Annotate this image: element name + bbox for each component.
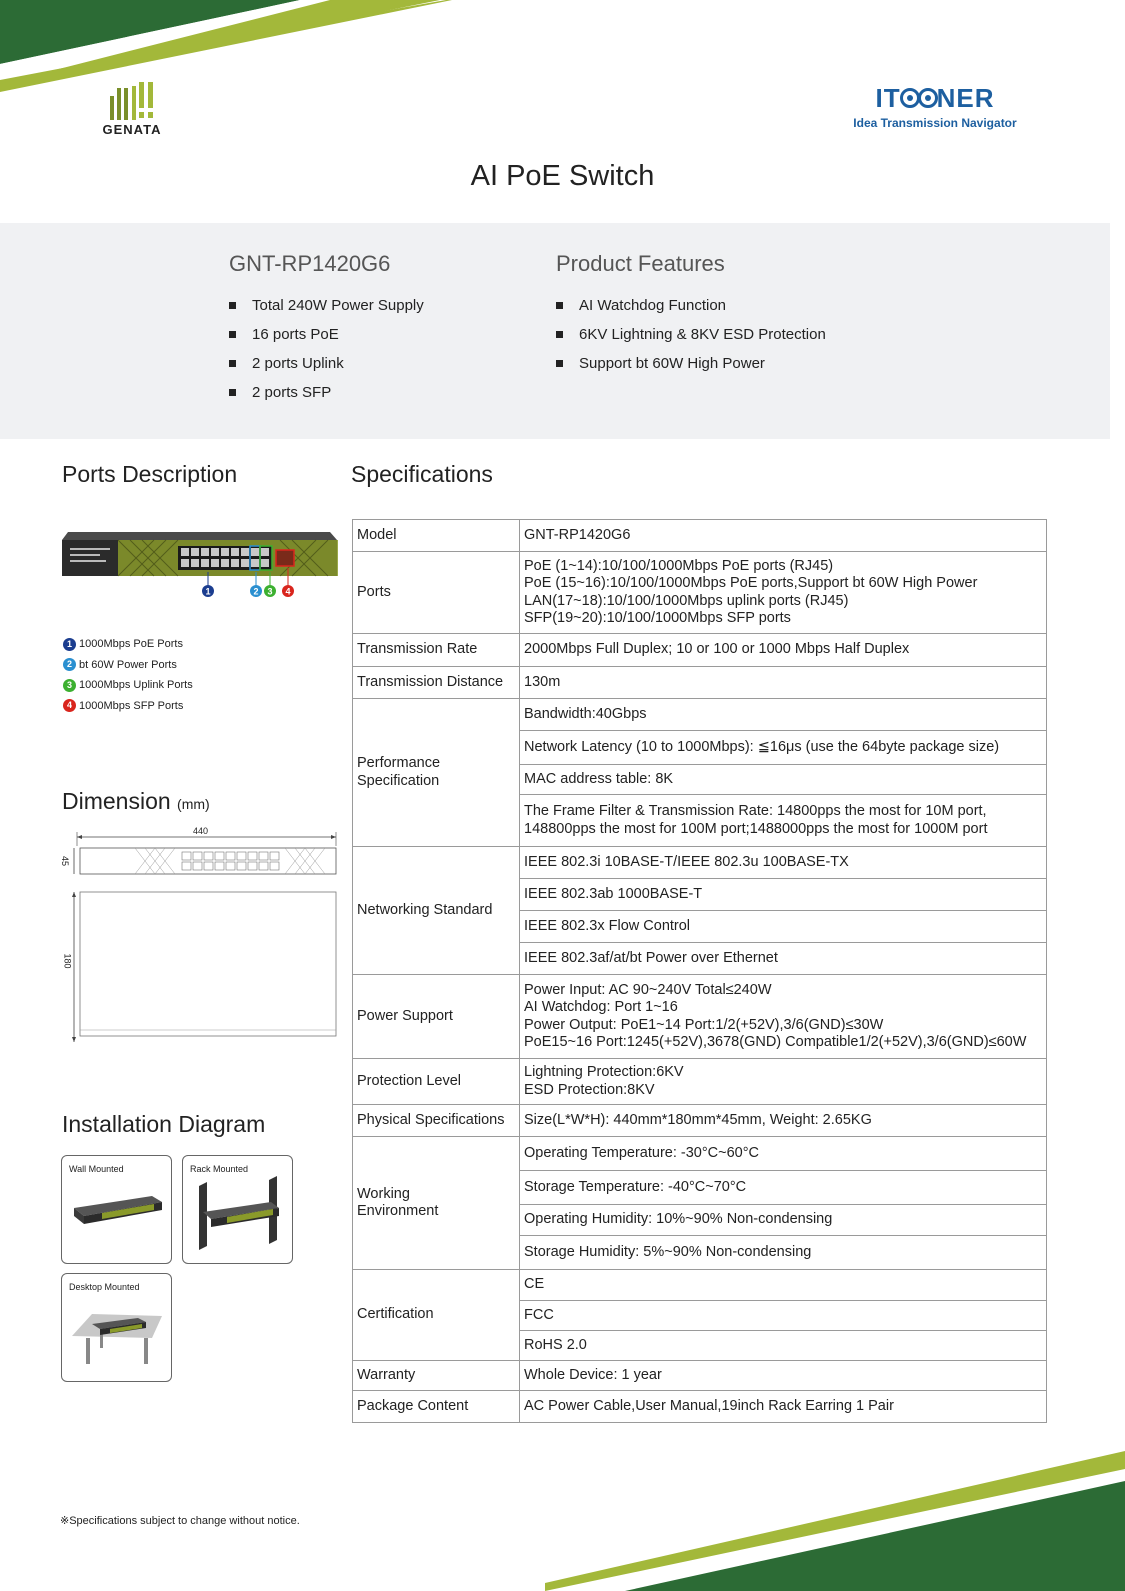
table-row: Ports PoE (1~14):10/100/1000Mbps PoE ports (RJ45) PoE (15~16):10/100/1000Mbps PoE ports,Support bt 60W High Power LAN(17~18):10/100/1000Mbps uplink ports (RJ45) SFP(19~20):10/100/1000Mbps SFP ports [353,552,1047,634]
dimension-depth-label: 180 [62,953,73,969]
list-item: Total 240W Power Supply [229,291,424,320]
footer-corner-graphic [545,1451,1125,1591]
genata-mark-icon [108,82,156,120]
table-row: Working Environment Operating Temperature: -30°C~60°C [353,1137,1047,1171]
list-item: AI Watchdog Function [556,291,826,320]
install-rack-label: Rack Mounted [190,1164,249,1174]
svg-text:2: 2 [253,586,259,597]
table-row: Protection Level Lightning Protection:6KV ESD Protection:8KV [353,1059,1047,1105]
dimension-width-label: 440 [193,826,209,836]
svg-text:4: 4 [285,586,291,597]
table-row: Warranty Whole Device: 1 year [353,1361,1047,1391]
dimension-height-label: 45 [60,855,71,867]
genata-wordmark: GENATA [102,122,162,137]
table-row: Storage Humidity: 5%~90% Non-condensing [353,1236,1047,1270]
dimension-heading: Dimension (mm) [62,788,210,814]
itooner-wordmark: IT NER [875,83,995,113]
legend-item-sfp: 4 1000Mbps SFP Ports [63,696,193,717]
table-row: Model GNT-RP1420G6 [353,520,1047,552]
list-item: Support bt 60W High Power [556,349,826,378]
table-row: Performance Specification Bandwidth:40Gbps [353,699,1047,731]
lens-icon [918,88,938,108]
wall-mount-image [62,1156,173,1265]
list-item: 2 ports SFP [229,378,424,407]
table-row: Operating Humidity: 10%~90% Non-condensing [353,1205,1047,1236]
spec-table [352,519,1047,1423]
table-row: Physical Specifications Size(L*W*H): 440mm*180mm*45mm, Weight: 2.65KG [353,1105,1047,1137]
rack-mount-image [183,1156,294,1265]
table-row: Certification CE [353,1270,1047,1301]
install-desktop-card [61,1273,172,1382]
lens-icon [900,88,920,108]
header-corner-graphic [0,0,460,100]
install-desktop-label: Desktop Mounted [69,1282,140,1292]
table-row: Storage Temperature: -40°C~70°C [353,1171,1047,1205]
table-row: IEEE 802.3af/at/bt Power over Ethernet [353,943,1047,975]
table-row: The Frame Filter & Transmission Rate: 14800pps the most for 10M port, 148800pps the most for 100M port;1488000pps the most for 1000M port [353,795,1047,847]
overview-band [0,223,1110,439]
specs-heading: Specifications [351,461,493,487]
ports-switch-image [60,528,340,602]
genata-logo [96,82,168,137]
table-row: Network Latency (10 to 1000Mbps): ≦16μs (use the 64byte package size) [353,731,1047,765]
list-item: 2 ports Uplink [229,349,424,378]
desktop-mount-image [62,1274,173,1383]
model-feature-list [229,291,424,407]
table-row: RoHS 2.0 [353,1331,1047,1361]
model-heading: GNT-RP1420G6 [229,251,391,276]
dimension-drawing [60,826,342,1050]
install-wall-label: Wall Mounted [69,1164,124,1174]
table-row: IEEE 802.3ab 1000BASE-T [353,879,1047,911]
table-row: Package Content AC Power Cable,User Manual,19inch Rack Earring 1 Pair [353,1391,1047,1423]
ports-legend [63,634,193,716]
list-item: 16 ports PoE [229,320,424,349]
table-row: IEEE 802.3x Flow Control [353,911,1047,943]
install-rack-card [182,1155,293,1264]
product-feature-list [556,291,826,378]
legend-item-uplink: 3 1000Mbps Uplink Ports [63,675,193,696]
install-wall-card [61,1155,172,1264]
table-row: Power Support Power Input: AC 90~240V Total≤240W AI Watchdog: Port 1~16 Power Output: PoE1~14 Port:1/2(+52V),3/6(GND)≤30W PoE15~16 Port:1245(+52V),3678(GND) Compatible1/2(+52V),3/6(GND)≤60W [353,975,1047,1059]
features-heading: Product Features [556,251,725,276]
table-row: FCC [353,1301,1047,1331]
table-row: Transmission Distance 130m [353,667,1047,699]
legend-item-bt60w: 2 bt 60W Power Ports [63,655,193,676]
footnote: ※Specifications subject to change without notice. [60,1515,300,1527]
legend-item-poe: 1 1000Mbps PoE Ports [63,634,193,655]
itooner-logo [840,84,1030,130]
itooner-tagline: Idea Transmission Navigator [853,116,1017,130]
ports-heading: Ports Description [62,461,238,487]
table-row: MAC address table: 8K [353,765,1047,795]
table-row: Networking Standard IEEE 802.3i 10BASE-T/IEEE 802.3u 100BASE-TX [353,847,1047,879]
list-item: 6KV Lightning & 8KV ESD Protection [556,320,826,349]
page-title: AI PoE Switch [470,160,655,192]
installation-heading: Installation Diagram [62,1111,266,1137]
svg-text:1: 1 [205,586,211,597]
svg-text:3: 3 [267,586,273,597]
table-row: Transmission Rate 2000Mbps Full Duplex; 10 or 100 or 1000 Mbps Half Duplex [353,634,1047,667]
